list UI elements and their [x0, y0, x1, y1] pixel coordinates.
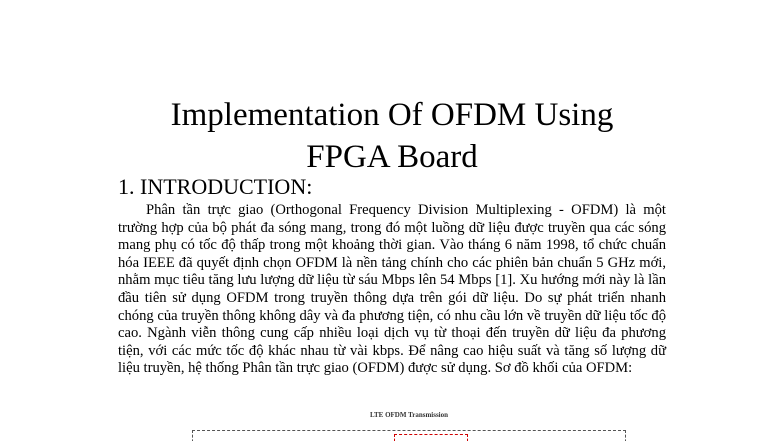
document-title [0, 94, 784, 178]
figure-caption: LTE OFDM Transmission [369, 411, 449, 419]
block-diagram-figure [192, 410, 626, 441]
diagram-inner-block [394, 434, 468, 441]
title-line-2: FPGA Board [306, 139, 478, 175]
introduction-paragraph: Phân tần trực giao (Orthogonal Frequency Division Multiplexing - OFDM) là một trường hợp của bộ phát đa sóng mang, trong đó một luồng dữ liệu được truyền qua các sóng mang phụ có tốc độ thấp trong một khoảng thời gian. Vào tháng 6 năm 1998, tổ chức chuẩn hóa IEEE đã quyết định chọn OFDM là nền tảng chính cho các phiên bản chuẩn 5 GHz mới, nhằm mục tiêu tăng lưu lượng dữ liệu từ sáu Mbps lên 54 Mbps [1]. Xu hướng mới này là lần đầu tiên sử dụng OFDM trong truyền thông dựa trên gói dữ liệu. Do sự phát triển nhanh chóng của truyền thông không dây và đa phương tiện, có nhu cầu lớn về truyền dữ liệu tốc độ cao. Ngành viễn thông cung cấp nhiều loại dịch vụ từ thoại đến truyền dữ liệu đa phương tiện, với các mức tốc độ khác nhau từ vài kbps. Để nâng cao hiệu suất và tăng số lượng dữ liệu truyền, hệ thống Phân tần trực giao (OFDM) được sử dụng. Sơ đồ khối của OFDM: [118, 202, 666, 377]
section-heading: 1. INTRODUCTION: [118, 174, 313, 199]
title-line-1: Implementation Of OFDM Using [170, 97, 614, 133]
